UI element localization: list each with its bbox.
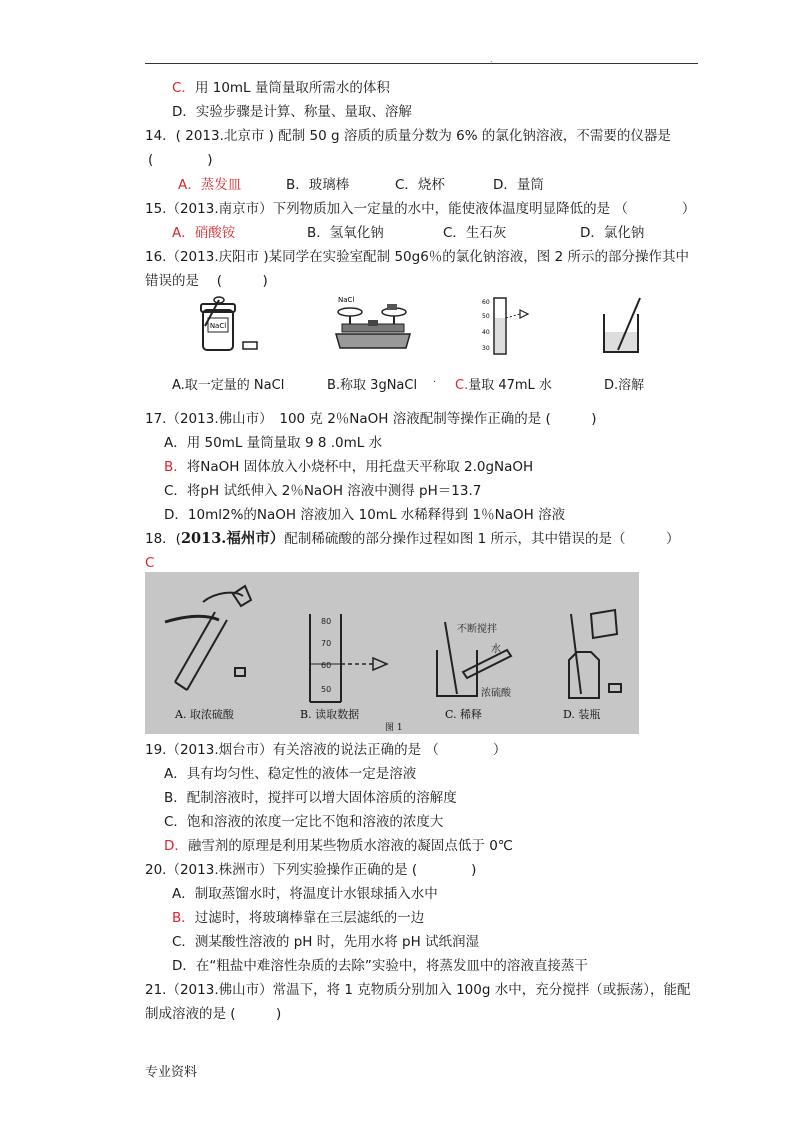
q18-caption-c: C. 稀释 bbox=[445, 708, 483, 721]
q18-tick-70: 70 bbox=[321, 639, 332, 648]
q15-option-d: D．氯化钠 bbox=[580, 225, 645, 241]
q18-label-water: 水 bbox=[491, 644, 501, 655]
q18-tick-80: 80 bbox=[321, 617, 332, 626]
q19-option-d-text: 融雪剂的原理是利用某些物质水溶液的凝固点低于 0℃ bbox=[187, 838, 513, 854]
q13-option-d: D．实验步骤是计算、称量、量取、溶解 bbox=[172, 104, 412, 120]
q13-option-c-text: 用 10mL 量筒量取所需水的体积 bbox=[194, 80, 390, 96]
q13-option-c bbox=[172, 79, 390, 97]
q18-caption-d: D. 装瓶 bbox=[563, 708, 601, 721]
q20-option-d: D．在“粗盐中难溶性杂质的去除”实验中，将蒸发皿中的溶液直接蒸干 bbox=[172, 958, 588, 974]
q15-stem: 15.（2013.南京市）下列物质加入一定量的水中，能使液体温度明显降低的是 （ ） bbox=[145, 201, 696, 217]
q16-stem-line2: 错误的是 ( ) bbox=[145, 273, 268, 289]
q16-balance-label: NaCl bbox=[338, 296, 355, 304]
q18-stem-pre: 18．( bbox=[145, 531, 181, 547]
page-footer: 专业资料 bbox=[145, 1065, 198, 1080]
q18-stem-post: 配制稀硫酸的部分操作过程如图 1 所示，其中错误的是（ ） bbox=[284, 531, 680, 547]
q19-option-d bbox=[164, 837, 513, 855]
q20-option-c: C．测某酸性溶液的 pH 时，先用水将 pH 试纸润湿 bbox=[172, 934, 480, 950]
q18-stem-source: 2013.福州市） bbox=[180, 530, 285, 547]
q16-caption-c-text: 量取 47mL 水 bbox=[468, 378, 552, 393]
q20-option-a: A．制取蒸馏水时，将温度计水银球插入水中 bbox=[172, 886, 438, 902]
q16-caption-d: D.溶解 bbox=[604, 378, 645, 393]
q18-stem bbox=[145, 530, 680, 548]
q16-cyl-30: 30 bbox=[482, 345, 490, 352]
q20-option-b bbox=[172, 909, 424, 927]
q16-caption-dot: . bbox=[433, 374, 437, 385]
q14-option-b: B．玻璃棒 bbox=[286, 177, 350, 193]
q20-option-b-letter: B． bbox=[172, 910, 195, 926]
q16-cyl-50: 50 bbox=[482, 313, 490, 320]
header-dot: . bbox=[490, 55, 493, 64]
q17-stem: 17.（2013.佛山市） 100 克 2％NaOH 溶液配制等操作正确的是 ( ) bbox=[145, 411, 597, 427]
q14-stem-line1: 14．( 2013.北京市 ) 配制 50 g 溶质的质量分数为 6% 的氯化钠溶液，不需要的仪器是 bbox=[145, 128, 671, 144]
q18-figure-label: 图 1 bbox=[385, 723, 403, 733]
q14-option-d: D．量筒 bbox=[493, 177, 544, 193]
q16-cyl-40: 40 bbox=[482, 329, 490, 336]
q16-jar-label: NaCl bbox=[209, 322, 227, 330]
q21-stem-line1: 21.（2013.佛山市）常温下，将 1 克物质分别加入 100g 水中，充分搅拌（或振荡），能配 bbox=[145, 982, 691, 998]
q17-option-b-letter: B． bbox=[164, 459, 187, 475]
q18-answer: C bbox=[145, 555, 155, 571]
q18-caption-a: A. 取浓硫酸 bbox=[175, 708, 234, 721]
q18-label-stir: 不断搅拌 bbox=[457, 624, 497, 635]
q15-option-b: B．氢氧化钠 bbox=[307, 225, 384, 241]
q18-caption-b: B. 读取数据 bbox=[300, 708, 360, 721]
q15-option-a: A．硝酸铵 bbox=[172, 225, 236, 241]
q19-option-a: A．具有均匀性、稳定性的液体一定是溶液 bbox=[164, 766, 417, 782]
q16-figure-c-cylinder bbox=[480, 296, 540, 356]
q21-stem-line2: 制成溶液的是 ( ) bbox=[145, 1006, 282, 1022]
q16-stem-line1: 16.（2013.庆阳市 )某同学在实验室配制 50g6％的氯化钠溶液，图 2 所示的部分操作其中 bbox=[145, 249, 689, 265]
q18-tick-50: 50 bbox=[321, 685, 332, 694]
q16-figure-a-reagent-jar bbox=[195, 296, 265, 356]
q19-option-b: B．配制溶液时，搅拌可以增大固体溶质的溶解度 bbox=[164, 790, 457, 806]
q18-label-acid: 浓硫酸 bbox=[481, 688, 511, 699]
q13-option-c-letter: C． bbox=[172, 80, 195, 96]
q16-caption-a: A.取一定量的 NaCl bbox=[172, 378, 285, 393]
q17-option-c: C．将pH 试纸伸入 2％NaOH 溶液中测得 pH＝13.7 bbox=[164, 483, 482, 499]
q19-option-c: C．饱和溶液的浓度一定比不饱和溶液的浓度大 bbox=[164, 814, 444, 830]
q17-option-a: A．用 50mL 量筒量取 9 8 .0mL 水 bbox=[164, 435, 383, 451]
q16-caption-c-letter: C. bbox=[455, 378, 469, 393]
q16-cyl-60: 60 bbox=[482, 299, 490, 306]
q14-stem-line2: ( ) bbox=[148, 152, 213, 168]
q17-option-b bbox=[164, 458, 533, 476]
q16-caption-b: B.称取 3gNaCl bbox=[327, 378, 418, 393]
q14-option-a: A．蒸发皿 bbox=[178, 177, 242, 193]
q17-option-b-text: 将NaOH 固体放入小烧杯中，用托盘天平称取 2.0gNaOH bbox=[186, 459, 534, 475]
header-rule bbox=[145, 63, 698, 64]
q15-option-c: C．生石灰 bbox=[443, 225, 507, 241]
q20-option-b-text: 过滤时，将玻璃棒靠在三层滤纸的一边 bbox=[194, 910, 425, 926]
q20-stem: 20.（2013.株洲市）下列实验操作正确的是 ( ) bbox=[145, 862, 477, 878]
q18-tick-60: 60 bbox=[321, 661, 332, 670]
q17-option-d: D．10ml2%的NaOH 溶液加入 10mL 水稀释得到 1％NaOH 溶液 bbox=[164, 507, 566, 523]
q16-figure-d-beaker bbox=[598, 294, 650, 356]
q18-photo-figure bbox=[145, 572, 639, 734]
q18-photo-drawing bbox=[145, 572, 639, 734]
q19-option-d-letter: D． bbox=[164, 838, 188, 854]
q14-option-c: C．烧杯 bbox=[395, 177, 445, 193]
q16-figure-b-balance bbox=[332, 294, 414, 352]
q19-stem: 19.（2013.烟台市）有关溶液的说法正确的是 （ ） bbox=[145, 742, 507, 758]
q16-caption-c bbox=[455, 374, 552, 393]
